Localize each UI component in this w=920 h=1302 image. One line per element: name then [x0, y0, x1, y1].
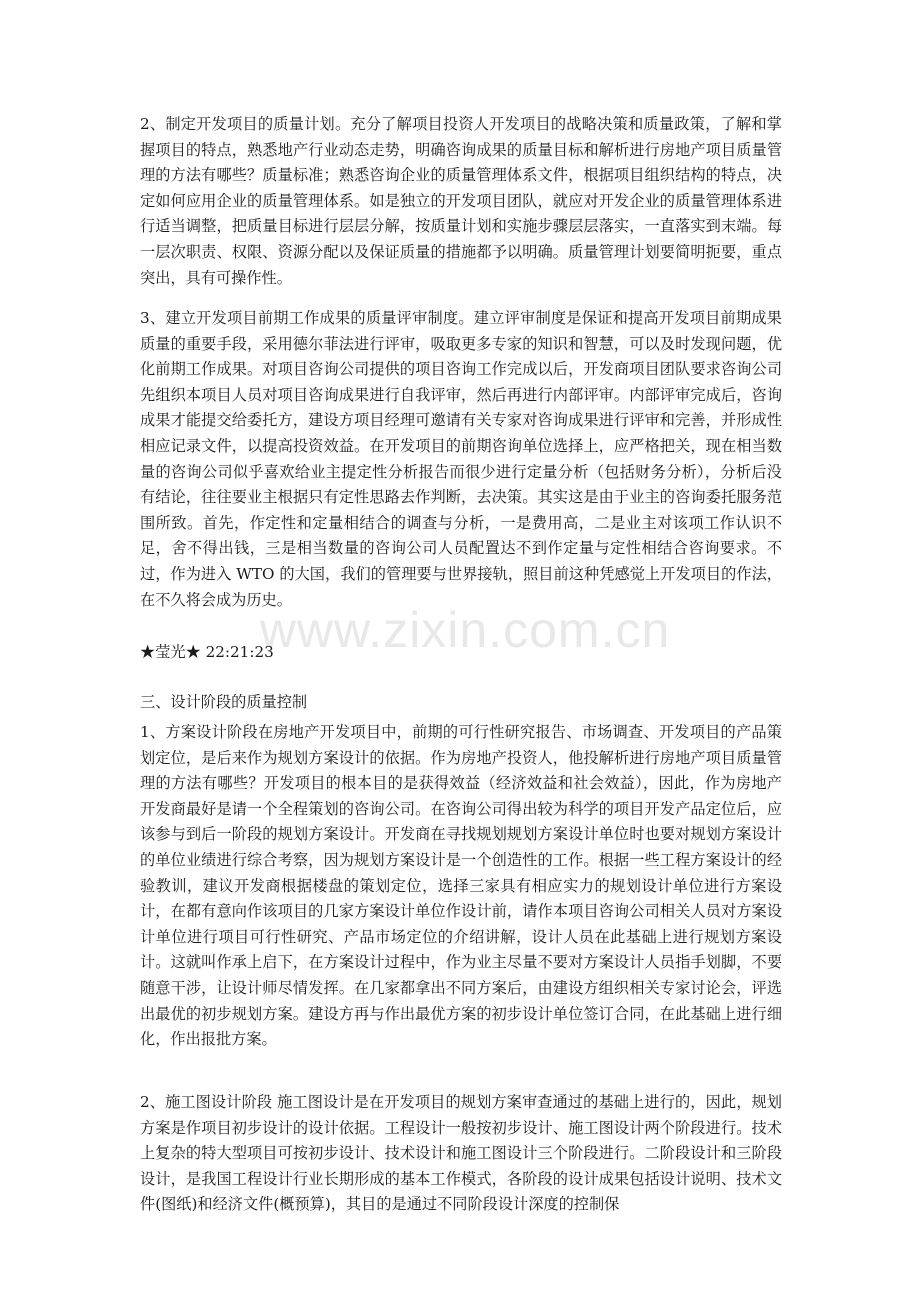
watermark: www.zixin.com.cn: [259, 602, 671, 658]
section-heading-design-quality: 三、设计阶段的质量控制: [140, 693, 308, 711]
paragraph-scheme-design: 1、方案设计阶段在房地产开发项目中，前期的可行性研究报告、市场调查、开发项目的产品策划定位，是后来作为规划方案设计的依据。作为房地产投资人，他投解析进行房地产项目质量管理的方法有哪些？开发项目的根本目的是获得效益（经济效益和社会效益），因此，作为房地产开发商最好是请一个全程策划的咨询公司。在咨询公司得出较为科学的项目开发产品定位后，应该参与到后一阶段的规划方案设计。开发商在寻找规划规划方案设计单位时也要对规划方案设计的单位业绩进行综合考察，因为规划方案设计是一个创造性的工作。根据一些工程方案设计的经验教训，建议开发商根据楼盘的策划定位，选择三家具有相应实力的规划设计单位进行方案设计，在都有意向作该项目的几家方案设计单位作设计前，请作本项目咨询公司相关人员对方案设计单位进行项目可行性研究、产品市场定位的介绍讲解，设计人员在此基础上进行规划方案设计。这就叫作承上启下，在方案设计过程中，作为业主尽量不要对方案设计人员指手划脚，不要随意干涉，让设计师尽情发挥。在几家都拿出不同方案后，由建设方组织相关专家讨论会，评选出最优的初步规划方案。建设方再与作出最优方案的初步设计单位签订合同，在此基础上进行细化，作出报批方案。: [140, 723, 782, 1049]
paragraph-construction-drawing: 2、施工图设计阶段 施工图设计是在开发项目的规划方案审查通过的基础上进行的，因此，规划方案是作项目初步设计的设计依据。工程设计一般按初步设计、施工图设计两个阶段进行。技术上复杂的特大型项目可按初步设计、技术设计和施工图设计三个阶段进行。二阶段设计和三阶段设计，是我国工程设计行业长期形成的基本工作模式，各阶段的设计成果包括设计说明、技术文件(图纸)和经济文件(概预算)，其目的是通过不同阶段设计深度的控制保: [140, 1093, 782, 1214]
paragraph-review-system: 3、建立开发项目前期工作成果的质量评审制度。建立评审制度是保证和提高开发项目前期成果质量的重要手段，采用德尔菲法进行评审，吸取更多专家的知识和智慧，可以及时发现问题，优化前期工作成果。对项目咨询公司提供的项目咨询工作完成以后，开发商项目团队要求咨询公司先组织本项目人员对项目咨询成果进行自我评审，然后再进行内部评审。内部评审完成后，咨询成果才能提交给委托方，建设方项目经理可邀请有关专家对咨询成果进行评审和完善，并形成性相应记录文件，以提高投资效益。在开发项目的前期咨询单位选择上，应严格把关，现在相当数量的咨询公司似乎喜欢给业主提定性分析报告而很少进行定量分析（包括财务分析），分析后没有结论，往往要业主根据只有定性思路去作判断，去决策。其实这是由于业主的咨询委托服务范围所致。首先，作定性和定量相结合的调查与分析，一是费用高，二是业主对该项工作认识不足，舍不得出钱，三是相当数量的咨询公司人员配置达不到作定量与定性相结合咨询要求。不过，作为进入 WTO 的大国，我们的管理要与世界接轨，照目前这种凭感觉上开发项目的作法，在不久将会成为历史。: [140, 309, 782, 609]
author-timestamp: ★莹光★ 22:21:23: [140, 643, 274, 661]
paragraph-quality-plan: 2、制定开发项目的质量计划。充分了解项目投资人开发项目的战略决策和质量政策，了解和掌握项目的特点，熟悉地产行业动态走势，明确咨询成果的质量目标和解析进行房地产项目质量管理的方法有哪些？质量标准；熟悉咨询企业的质量管理体系文件，根据项目组织结构的特点，决定如何应用企业的质量管理体系。如是独立的开发项目团队，就应对开发企业的质量管理体系进行适当调整，把质量目标进行层层分解，按质量计划和实施步骤层层落实，一直落实到末端。每一层次职责、权限、资源分配以及保证质量的措施都予以明确。质量管理计划要简明扼要，重点突出，具有可操作性。: [140, 115, 782, 287]
